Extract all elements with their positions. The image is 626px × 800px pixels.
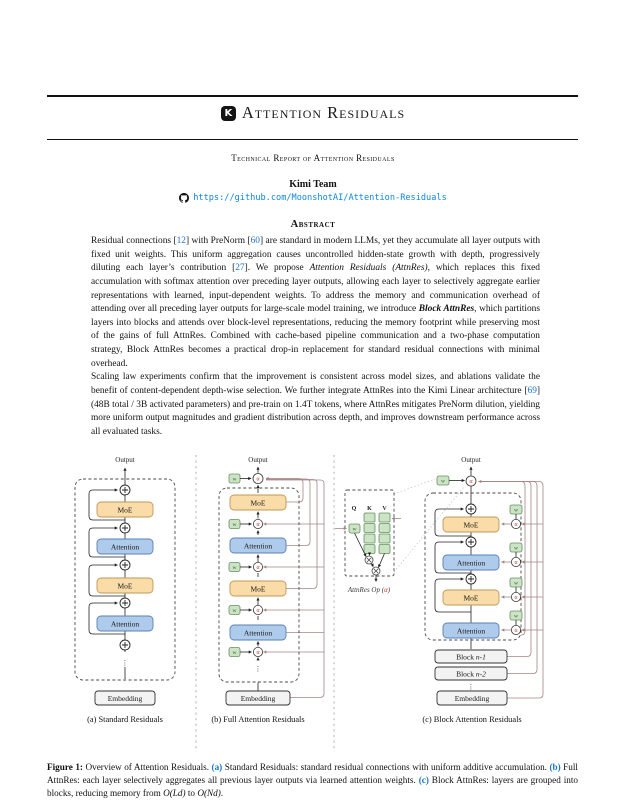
attention-block (230, 625, 286, 640)
moe-block (230, 495, 286, 510)
svg-text:Attention: Attention (243, 628, 273, 638)
svg-text:Block n-2: Block n-2 (456, 669, 486, 679)
paper-subtitle: Technical Report of Attention Residuals (231, 153, 395, 163)
query-weight-box (349, 524, 360, 533)
add-node (120, 640, 130, 650)
svg-text:Block n-1: Block n-1 (456, 652, 486, 662)
embedding-block (226, 691, 290, 705)
attnres-op-detail (335, 479, 464, 594)
add-node (466, 537, 476, 547)
add-node (466, 574, 476, 584)
weight-box (510, 611, 522, 620)
attention-block (97, 616, 153, 631)
attention-block (443, 623, 499, 638)
moe-block (230, 581, 286, 596)
attnres-op-node (253, 647, 262, 656)
svg-text:α: α (256, 565, 260, 571)
svg-text:w: w (440, 478, 446, 485)
attnres-op-node (253, 474, 263, 484)
svg-text:Attention: Attention (243, 541, 273, 551)
attnres-op-node (511, 592, 520, 601)
svg-text:Attention: Attention (456, 626, 486, 636)
svg-text:w: w (232, 608, 237, 614)
weight-box (229, 648, 240, 657)
value-label: V (382, 506, 387, 512)
svg-text:w: w (232, 565, 237, 571)
svg-text:α: α (514, 560, 518, 566)
attention-block (230, 538, 286, 553)
ellipsis: ⋮ (121, 659, 129, 667)
svg-text:Embedding: Embedding (107, 694, 143, 703)
figure-1 (0, 450, 626, 762)
weight-box (229, 606, 240, 615)
attnres-op-node (511, 519, 520, 528)
svg-text:Embedding: Embedding (454, 694, 490, 703)
svg-text:α: α (256, 650, 260, 656)
svg-text:Attention: Attention (110, 542, 140, 552)
attention-block (97, 539, 153, 554)
moe-block (443, 590, 499, 605)
embedding-block (437, 691, 507, 705)
svg-text:MoE: MoE (463, 593, 479, 603)
title-bottom-rule (47, 139, 578, 140)
svg-text:α: α (514, 595, 518, 601)
svg-text:MoE: MoE (463, 520, 479, 530)
attnres-op-node (511, 557, 520, 566)
add-node (120, 598, 130, 608)
panel-block-attention-residuals (422, 456, 543, 724)
subcaption-c: (c) Block Attention Residuals (422, 715, 522, 724)
svg-text:MoE: MoE (117, 581, 133, 591)
figure-caption: Figure 1: Overview of Attention Residuals. (a) Standard Residuals: standard residual connections with uniform additive accumulation. (b) Full AttnRes: each layer selectively aggregates all previous layer outputs via learned attention weights. (c) Block AttnRes: layers are grouped into blocks, reducing memory from O(Ld) to O(Nd). (47, 762, 578, 799)
output-label: Output (248, 456, 268, 464)
attention-block (443, 555, 499, 570)
svg-text:α: α (469, 479, 473, 485)
matmul-node (365, 556, 373, 564)
panel-standard-residuals (75, 456, 175, 724)
weight-box (229, 520, 240, 529)
attnres-op-node (253, 562, 262, 571)
subcaption-a: (a) Standard Residuals (87, 715, 163, 724)
author-name: Kimi Team (289, 179, 337, 190)
svg-text:w: w (352, 526, 357, 533)
svg-text:w: w (513, 507, 519, 514)
key-label: K (367, 506, 372, 512)
svg-text:w: w (513, 613, 519, 620)
paper-title: Attention Residuals (241, 103, 406, 122)
repo-link[interactable]: https://github.com/MoonshotAI/Attention-Residuals (193, 193, 447, 203)
abstract-paragraph-1: Residual connections [12] with PreNorm [60] are standard in modern LLMs, yet they accumulate all layer outputs with fixed unit weights. This uniform aggregation causes uncontrolled hidden-state growth with depth, progressively diluting each layer’s contribution [27]. We propose Attention Residuals (AttnRes), which replaces this fixed accumulation with softmax attention over preceding layer outputs, allowing each layer to selectively aggregate earlier representations with learned, input-dependent weights. To address the memory and communication overhead of attending over all preceding layer outputs for large-scale model training, we introduce Block AttnRes, which partitions layers into blocks and attends over block-level representations, reducing the memory footprint while preserving most of the gains of full AttnRes. Combined with cache-based pipeline communication and a two-phase computation strategy, Block AttnRes becomes a practical drop-in replacement for standard residual connections with minimal overhead. (91, 236, 541, 369)
weight-box (229, 563, 240, 572)
moe-block (97, 502, 153, 517)
svg-text:MoE: MoE (250, 584, 266, 594)
moe-block (97, 578, 153, 593)
block-n1 (435, 650, 507, 663)
abstract-body (91, 235, 540, 439)
svg-text:α: α (256, 608, 260, 614)
github-icon (179, 193, 189, 203)
title-row (0, 103, 626, 123)
op-detail-label: AttnRes Op (α) (347, 586, 391, 594)
key-cache-column (364, 513, 375, 554)
svg-text:Embedding: Embedding (240, 694, 276, 703)
zoom-callout-line (394, 479, 435, 494)
top-rule (47, 95, 578, 97)
svg-text:w: w (513, 545, 519, 552)
svg-text:w: w (232, 650, 237, 656)
svg-text:α: α (256, 522, 260, 528)
weight-box (510, 578, 522, 587)
weight-box (510, 543, 522, 552)
svg-text:w: w (513, 580, 519, 587)
svg-text:w: w (232, 476, 237, 483)
add-node (120, 523, 130, 533)
attnres-op-node (253, 519, 262, 528)
abstract-heading: Abstract (290, 219, 336, 230)
weight-box (229, 474, 240, 483)
moe-block (443, 517, 499, 532)
add-node (466, 504, 476, 514)
weight-box (510, 505, 522, 514)
query-label: Q (351, 506, 357, 512)
svg-text:α: α (514, 522, 518, 528)
panel-full-attention-residuals (211, 456, 324, 724)
attnres-op-node (511, 625, 520, 634)
svg-text:MoE: MoE (117, 505, 133, 515)
matmul-node (372, 567, 380, 575)
attnres-op-node (466, 476, 476, 486)
kimi-logo-icon: K (221, 106, 236, 121)
svg-text:MoE: MoE (250, 498, 266, 508)
weight-box (437, 476, 449, 485)
output-label: Output (461, 456, 481, 464)
svg-text:Attention: Attention (110, 619, 140, 629)
add-node (120, 485, 130, 495)
value-cache-column (379, 513, 390, 554)
svg-text:α: α (514, 628, 518, 634)
add-node (120, 560, 130, 570)
repo-row (0, 193, 626, 203)
svg-text:Attention: Attention (456, 558, 486, 568)
block-cache-line (479, 482, 538, 674)
subcaption-b: (b) Full Attention Residuals (211, 715, 305, 724)
svg-text:α: α (256, 476, 260, 483)
attnres-op-node (253, 605, 262, 614)
block-n2 (435, 667, 507, 680)
embedding-block (95, 691, 155, 705)
output-label: Output (115, 456, 135, 464)
ellipsis: ⋮ (467, 683, 475, 691)
svg-text:w: w (232, 522, 237, 528)
ellipsis: ⋮ (254, 665, 262, 673)
abstract-paragraph-2: Scaling law experiments confirm that the improvement is consistent across model sizes, and ablations validate the benefit of content-dependent depth-wise selection. We further integrate AttnRes into the Kimi Linear architecture [69] (48B total / 3B activated parameters) and pre-train on 1.4T tokens, where AttnRes mitigates PreNorm dilution, yielding more uniform output magnitudes and gradient distribution across depth, and improves downstream performance across all evaluated tasks. (91, 372, 540, 437)
